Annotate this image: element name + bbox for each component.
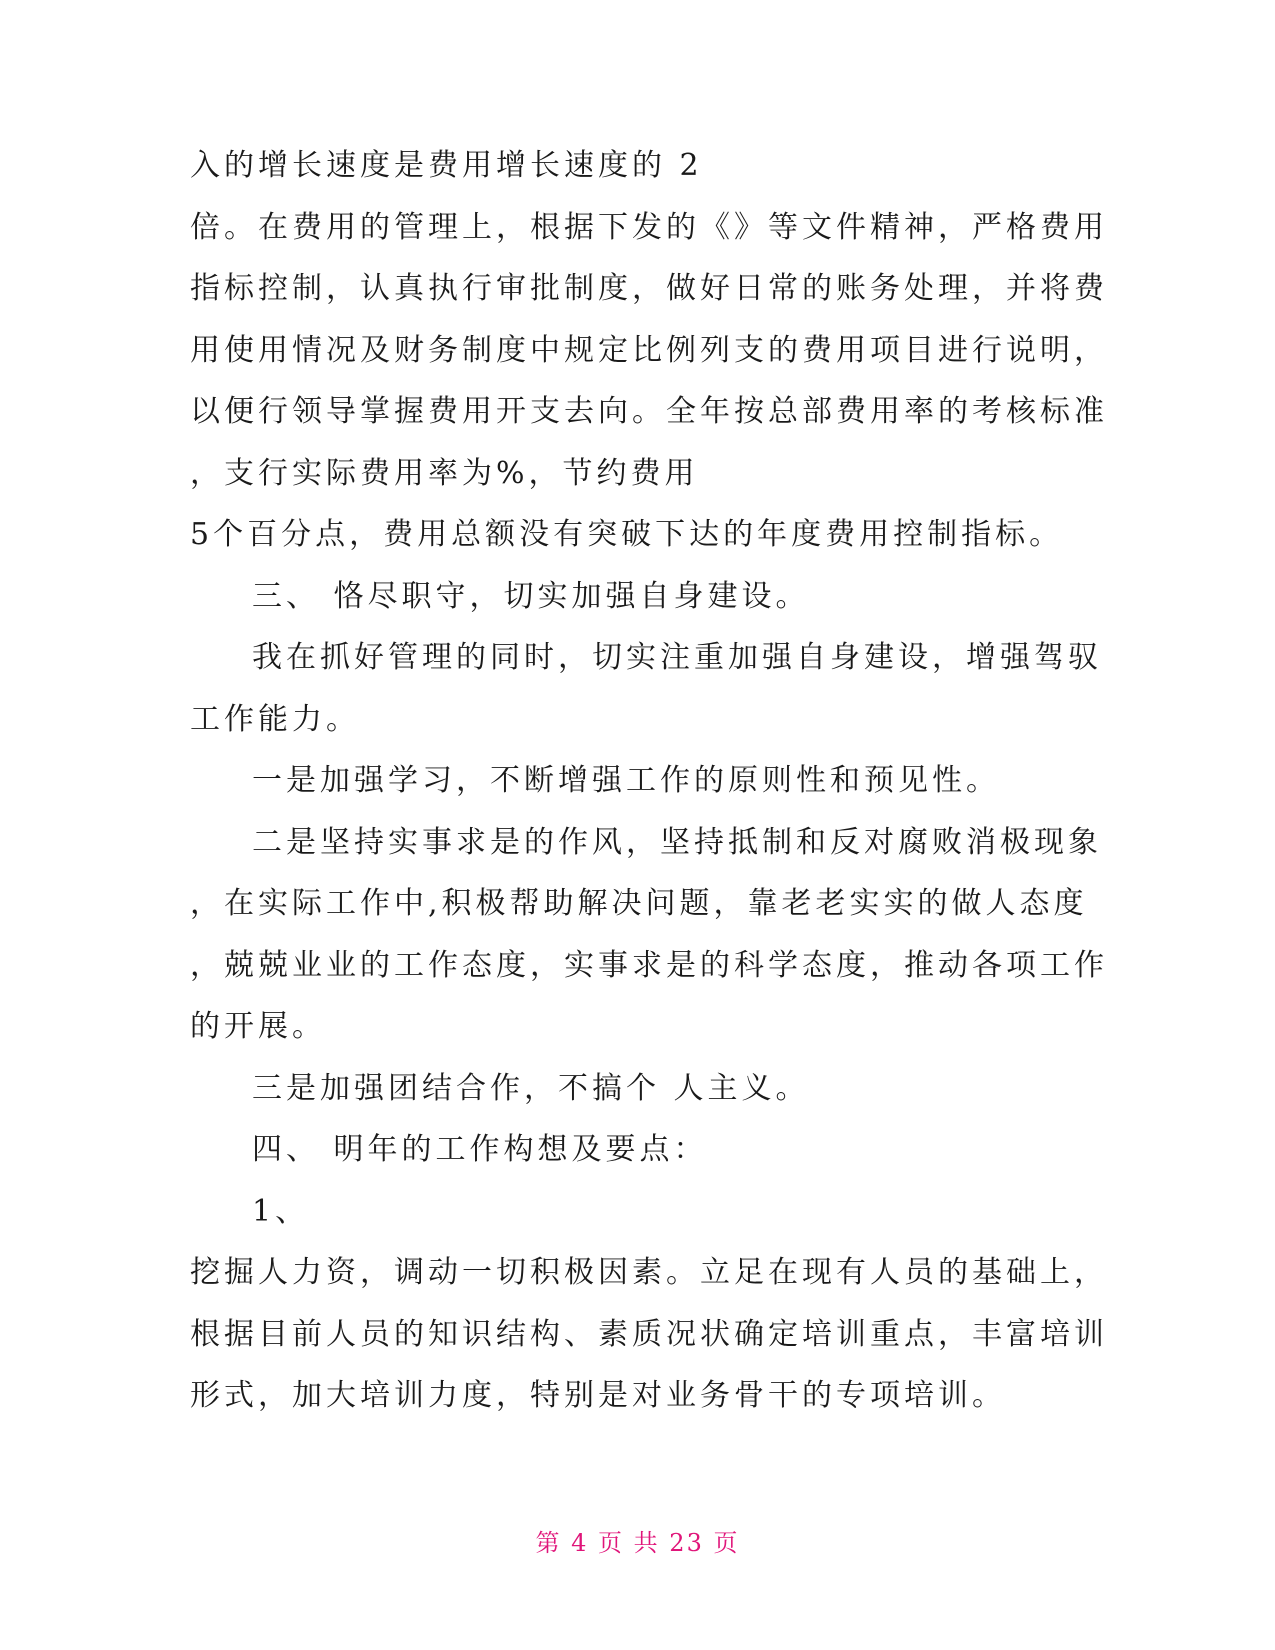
text-line: 指标控制，认真执行审批制度，做好日常的账务处理，并将费 [190, 271, 1108, 306]
text-line: ，兢兢业业的工作态度，实事求是的科学态度，推动各项工作 [190, 948, 1108, 983]
paragraph-start: 三是加强团结合作，不搞个 人主义。 [252, 1071, 810, 1106]
text-line: 挖掘人力资，调动一切积极因素。立足在现有人员的基础上， [190, 1255, 1108, 1290]
section-heading: 三、 恪尽职守，切实加强自身建设。 [252, 579, 810, 614]
paragraph-start: 二是坚持实事求是的作风，坚持抵制和反对腐败消极现象 [252, 825, 1102, 860]
paragraph-start: 我在抓好管理的同时，切实注重加强自身建设，增强驾驭 [252, 640, 1102, 675]
text-line: 用使用情况及财务制度中规定比例列支的费用项目进行说明， [190, 333, 1108, 368]
list-number: 1、 [252, 1194, 310, 1229]
text-line: ，支行实际费用率为%，节约费用 [190, 456, 699, 491]
text-line: 入的增长速度是费用增长速度的 2 [190, 148, 703, 183]
text-line: 5个百分点，费用总额没有突破下达的年度费用控制指标。 [190, 517, 1064, 552]
text-line: ，在实际工作中,积极帮助解决问题，靠老老实实的做人态度 [190, 886, 1088, 921]
page-footer: 第 4 页 共 23 页 [535, 1529, 740, 1557]
section-heading: 四、 明年的工作构想及要点： [252, 1132, 708, 1167]
text-line: 根据目前人员的知识结构、素质况状确定培训重点，丰富培训 [190, 1317, 1108, 1352]
paragraph-start: 一是加强学习，不断增强工作的原则性和预见性。 [252, 763, 1000, 798]
text-line: 以便行领导掌握费用开支去向。全年按总部费用率的考核标准 [190, 394, 1108, 429]
text-line: 的开展。 [190, 1009, 326, 1044]
text-line: 工作能力。 [190, 702, 360, 737]
text-line: 倍。在费用的管理上，根据下发的《》等文件精神，严格费用 [190, 210, 1108, 245]
text-line: 形式，加大培训力度，特别是对业务骨干的专项培训。 [190, 1378, 1006, 1413]
